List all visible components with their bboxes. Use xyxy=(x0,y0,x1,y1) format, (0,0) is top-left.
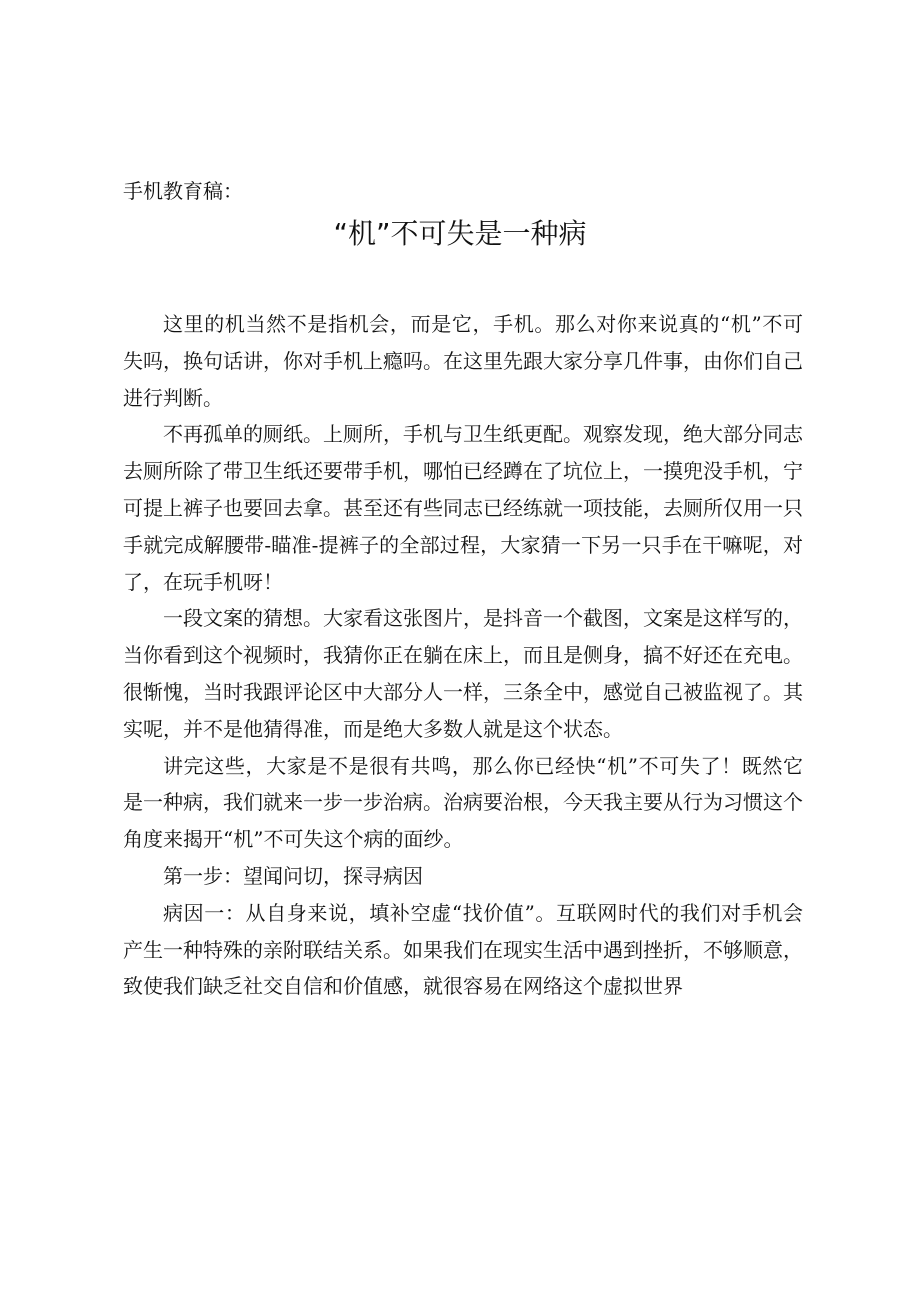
document-body xyxy=(123,306,803,1005)
paragraph-resonance: 讲完这些，大家是不是很有共鸣，那么你已经快“机”不可失了！既然它是一种病，我们就来一步一步治病。治病要治根，今天我主要从行为习惯这个角度来揭开“机”不可失这个病的面纱。 xyxy=(123,753,803,852)
paragraph-toilet-paper: 不再孤单的厕纸。上厕所，手机与卫生纸更配。观察发现，绝大部分同志去厕所除了带卫生纸还要带手机，哪怕已经蹲在了坑位上，一摸兜没手机，宁可提上裤子也要回去拿。甚至还有些同志已经练就一项技能，去厕所仅用一只手就完成解腰带-瞄准-提裤子的全部过程，大家猜一下另一只手在干嘛呢，对了，在玩手机呀！ xyxy=(123,422,803,594)
paragraph-intro: 这里的机当然不是指机会，而是它，手机。那么对你来说真的“机”不可失吗，换句话讲，你对手机上瘾吗。在这里先跟大家分享几件事，由你们自己进行判断。 xyxy=(123,312,803,410)
paragraph-copywriting-guess: 一段文案的猜想。大家看这张图片，是抖音一个截图，文案是这样写的，当你看到这个视频时，我猜你正在躺在床上，而且是侧身，搞不好还在充电。很惭愧，当时我跟评论区中大部分人一样，三条全中，感觉自己被监视了。其实呢，并不是他猜得准，而是绝大多数人就是这个状态。 xyxy=(123,606,803,741)
paragraph-cause-one: 病因一：从自身来说，填补空虚“找价值”。互联网时代的我们对手机会产生一种特殊的亲附联结关系。如果我们在现实生活中遇到挫折，不够顺意，致使我们缺乏社交自信和价值感，就很容易在网络这个虚拟世界 xyxy=(123,900,803,999)
document-title: “机”不可失是一种病 xyxy=(333,217,587,250)
paragraph-step-one-heading: 第一步：望闻问切，探寻病因 xyxy=(163,863,423,888)
document-label: 手机教育稿： xyxy=(123,179,243,203)
